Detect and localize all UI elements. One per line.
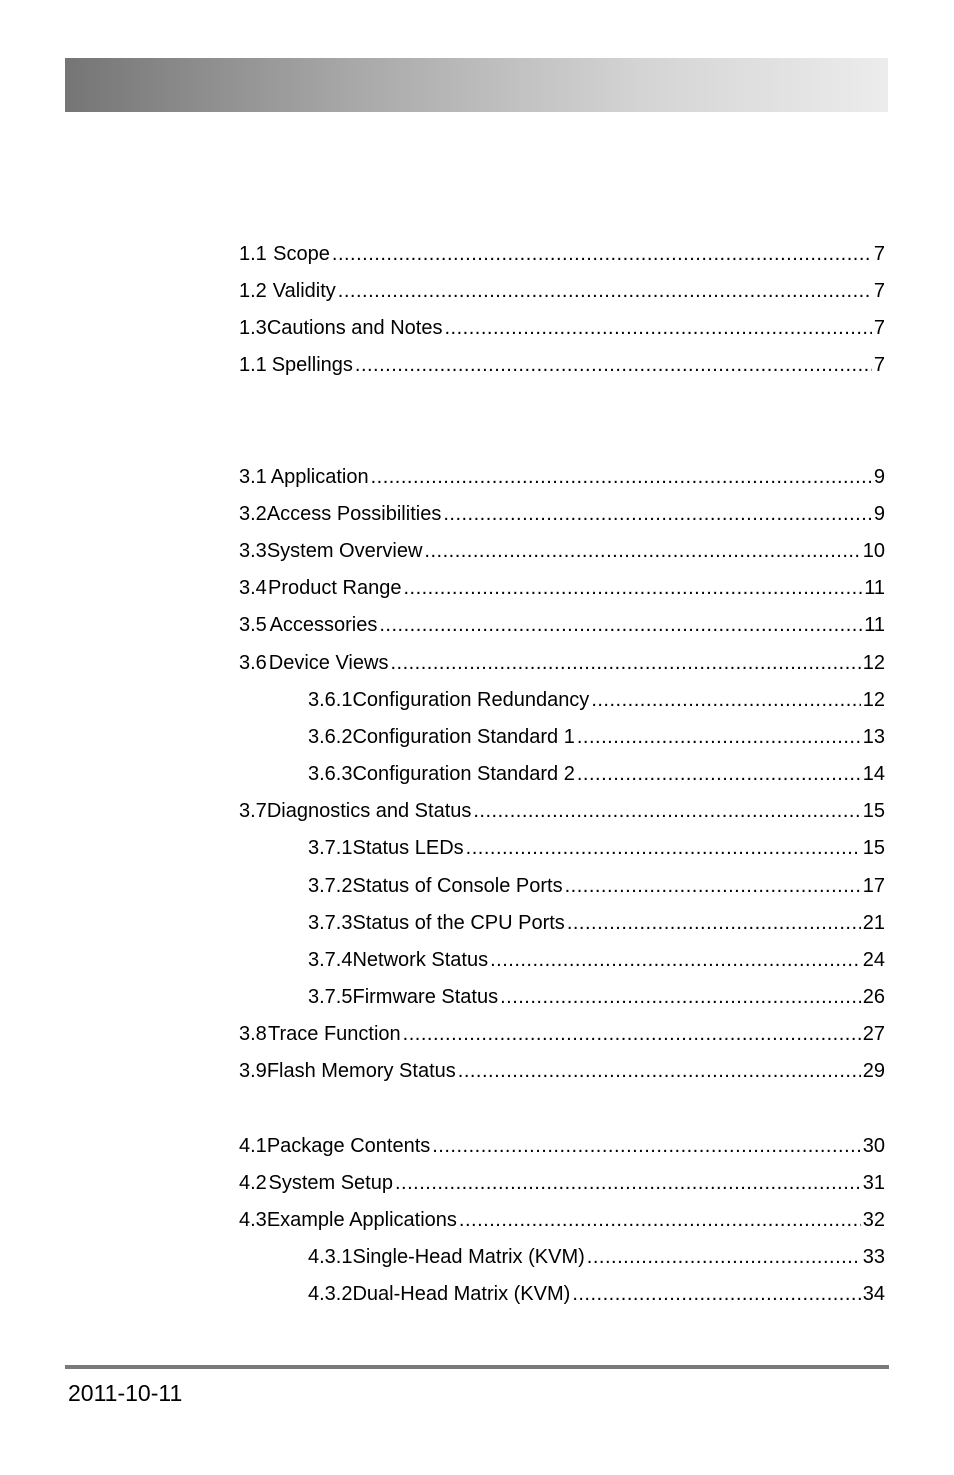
toc-entry-page-number: 34 [862, 1283, 885, 1305]
toc-dot-leader [432, 1132, 861, 1160]
toc-dot-leader [567, 909, 861, 937]
toc-entry-title: Trace Function [268, 1023, 401, 1045]
toc-entry[interactable] [239, 537, 885, 565]
toc-entry-page-number: 12 [862, 652, 885, 674]
toc-dot-leader [458, 1057, 861, 1085]
toc-entry[interactable] [239, 463, 885, 491]
toc-entry-number: 3.5 [239, 614, 267, 636]
toc-dot-leader [577, 723, 861, 751]
toc-entry-title: Status LEDs [352, 837, 464, 859]
toc-entry-number: 1.3 [239, 317, 267, 339]
toc-entry-number: 3.8 [239, 1023, 267, 1045]
toc-entry[interactable] [308, 872, 885, 900]
toc-entry-number: 4.2 [239, 1172, 267, 1194]
toc-entry[interactable] [239, 797, 885, 825]
toc-entry[interactable] [239, 314, 885, 342]
toc-dot-leader [395, 1169, 861, 1197]
toc-entry-page-number: 33 [862, 1246, 885, 1268]
toc-entry-page-number: 29 [862, 1060, 885, 1082]
toc-entry-page-number: 7 [873, 354, 885, 376]
toc-entry-number: 3.2 [239, 503, 267, 525]
toc-entry-page-number: 7 [873, 317, 885, 339]
toc-entry-number: 1.2 [239, 280, 267, 302]
toc-entry-number: 4.3.2 [308, 1283, 353, 1305]
toc-entry-number: 4.1 [239, 1135, 267, 1157]
toc-entry[interactable] [239, 1057, 885, 1085]
toc-entry[interactable] [239, 1169, 885, 1197]
toc-dot-leader [355, 351, 872, 379]
toc-entry-title: Spellings [271, 354, 353, 376]
toc-entry-page-number: 9 [873, 466, 885, 488]
toc-entry-page-number: 7 [873, 243, 885, 265]
toc-entry-title: Accessories [269, 614, 378, 636]
toc-entry-title: Validity [272, 280, 336, 302]
toc-dot-leader [379, 611, 862, 639]
toc-entry-page-number: 7 [873, 280, 885, 302]
toc-dot-leader [572, 1280, 860, 1308]
toc-entry[interactable] [308, 946, 885, 974]
toc-entry-page-number: 17 [862, 875, 885, 897]
toc-entry-number: 3.7.2 [308, 875, 353, 897]
toc-entry-title: Access Possibilities [266, 503, 442, 525]
toc-entry[interactable] [239, 574, 885, 602]
toc-dot-leader [403, 1020, 861, 1048]
toc-entry-page-number: 21 [862, 912, 885, 934]
toc-entry-number: 3.7.1 [308, 837, 353, 859]
toc-entry[interactable] [239, 1132, 885, 1160]
toc-dot-leader [459, 1206, 861, 1234]
toc-entry-title: Single-Head Matrix (KVM) [352, 1246, 585, 1268]
toc-entry[interactable] [308, 1280, 885, 1308]
toc-entry-number: 1.1 [239, 243, 267, 265]
toc-dot-leader [473, 797, 860, 825]
toc-entry[interactable] [239, 1020, 885, 1048]
toc-entry[interactable] [239, 611, 885, 639]
toc-entry-number: 3.7.3 [308, 912, 353, 934]
toc-entry-number: 3.7.4 [308, 949, 353, 971]
toc-entry[interactable] [239, 351, 885, 379]
toc-dot-leader [424, 537, 860, 565]
toc-entry[interactable] [239, 649, 885, 677]
toc-entry-title: Example Applications [266, 1209, 457, 1231]
toc-entry-page-number: 27 [862, 1023, 885, 1045]
toc-entry-number: 3.4 [239, 577, 267, 599]
toc-entry-title: System Overview [266, 540, 423, 562]
toc-entry-number: 4.3.1 [308, 1246, 353, 1268]
toc-entry-page-number: 11 [864, 614, 885, 636]
toc-entry-page-number: 12 [862, 689, 885, 711]
toc-entry-title: System Setup [268, 1172, 393, 1194]
toc-dot-leader [591, 686, 860, 714]
toc-entry[interactable] [308, 760, 885, 788]
toc-entry[interactable] [239, 240, 885, 268]
toc-entry-number: 3.6.1 [308, 689, 353, 711]
toc-entry-number: 3.1 [239, 466, 267, 488]
toc-entry[interactable] [308, 1243, 885, 1271]
toc-entry-page-number: 24 [862, 949, 885, 971]
toc-dot-leader [490, 946, 861, 974]
toc-dot-leader [466, 834, 861, 862]
toc-dot-leader [587, 1243, 861, 1271]
toc-entry-number: 3.6.2 [308, 726, 353, 748]
toc-entry-page-number: 15 [862, 837, 885, 859]
toc-dot-leader [390, 649, 860, 677]
toc-entry-title: Scope [273, 243, 330, 265]
footer-date: 2011-10-11 [68, 1380, 183, 1406]
toc-entry-title: Network Status [352, 949, 489, 971]
toc-entry[interactable] [239, 1206, 885, 1234]
toc-entry-page-number: 32 [862, 1209, 885, 1231]
toc-entry-title: Dual-Head Matrix (KVM) [352, 1283, 571, 1305]
toc-entry-page-number: 31 [862, 1172, 885, 1194]
footer-rule [65, 1365, 889, 1369]
toc-dot-leader [371, 463, 872, 491]
toc-entry-number: 4.3 [239, 1209, 267, 1231]
toc-entry-title: Status of Console Ports [352, 875, 563, 897]
toc-entry-title: Diagnostics and Status [266, 800, 472, 822]
toc-entry-title: Product Range [268, 577, 402, 599]
toc-entry-page-number: 14 [862, 763, 885, 785]
toc-entry-number: 3.9 [239, 1060, 267, 1082]
toc-entry-title: Status of the CPU Ports [352, 912, 565, 934]
toc-dot-leader [500, 983, 861, 1011]
toc-entry-title: Firmware Status [352, 986, 499, 1008]
toc-dot-leader [332, 240, 872, 268]
toc-entry[interactable] [308, 723, 885, 751]
toc-entry-title: Flash Memory Status [266, 1060, 456, 1082]
header-gradient-bar [65, 58, 888, 112]
toc-dot-leader [338, 277, 872, 305]
toc-entry-number: 1.1 [239, 354, 267, 376]
toc-entry-title: Application [270, 466, 369, 488]
toc-entry-number: 3.3 [239, 540, 267, 562]
toc-entry-title: Cautions and Notes [266, 317, 443, 339]
toc-entry[interactable] [308, 686, 885, 714]
toc-dot-leader [403, 574, 862, 602]
toc-entry-page-number: 13 [862, 726, 885, 748]
toc-dot-leader [443, 500, 872, 528]
toc-entry[interactable] [308, 834, 885, 862]
toc-entry-title: Device Views [268, 652, 389, 674]
toc-entry-page-number: 11 [864, 577, 885, 599]
toc-entry-number: 3.7 [239, 800, 267, 822]
toc-dot-leader [444, 314, 871, 342]
toc-entry-number: 3.6.3 [308, 763, 353, 785]
toc-entry-page-number: 26 [862, 986, 885, 1008]
toc-entry-page-number: 30 [862, 1135, 885, 1157]
toc-entry-page-number: 9 [873, 503, 885, 525]
toc-entry[interactable] [239, 277, 885, 305]
toc-entry-page-number: 15 [862, 800, 885, 822]
toc-entry[interactable] [308, 983, 885, 1011]
toc-entry-number: 3.7.5 [308, 986, 353, 1008]
toc-entry-title: Configuration Standard 1 [352, 726, 575, 748]
toc-entry-title: Package Contents [266, 1135, 431, 1157]
toc-entry[interactable] [239, 500, 885, 528]
toc-dot-leader [577, 760, 861, 788]
toc-dot-leader [565, 872, 861, 900]
toc-entry-title: Configuration Redundancy [352, 689, 590, 711]
toc-entry[interactable] [308, 909, 885, 937]
toc-entry-page-number: 10 [862, 540, 885, 562]
toc-entry-title: Configuration Standard 2 [352, 763, 575, 785]
toc-entry-number: 3.6 [239, 652, 267, 674]
